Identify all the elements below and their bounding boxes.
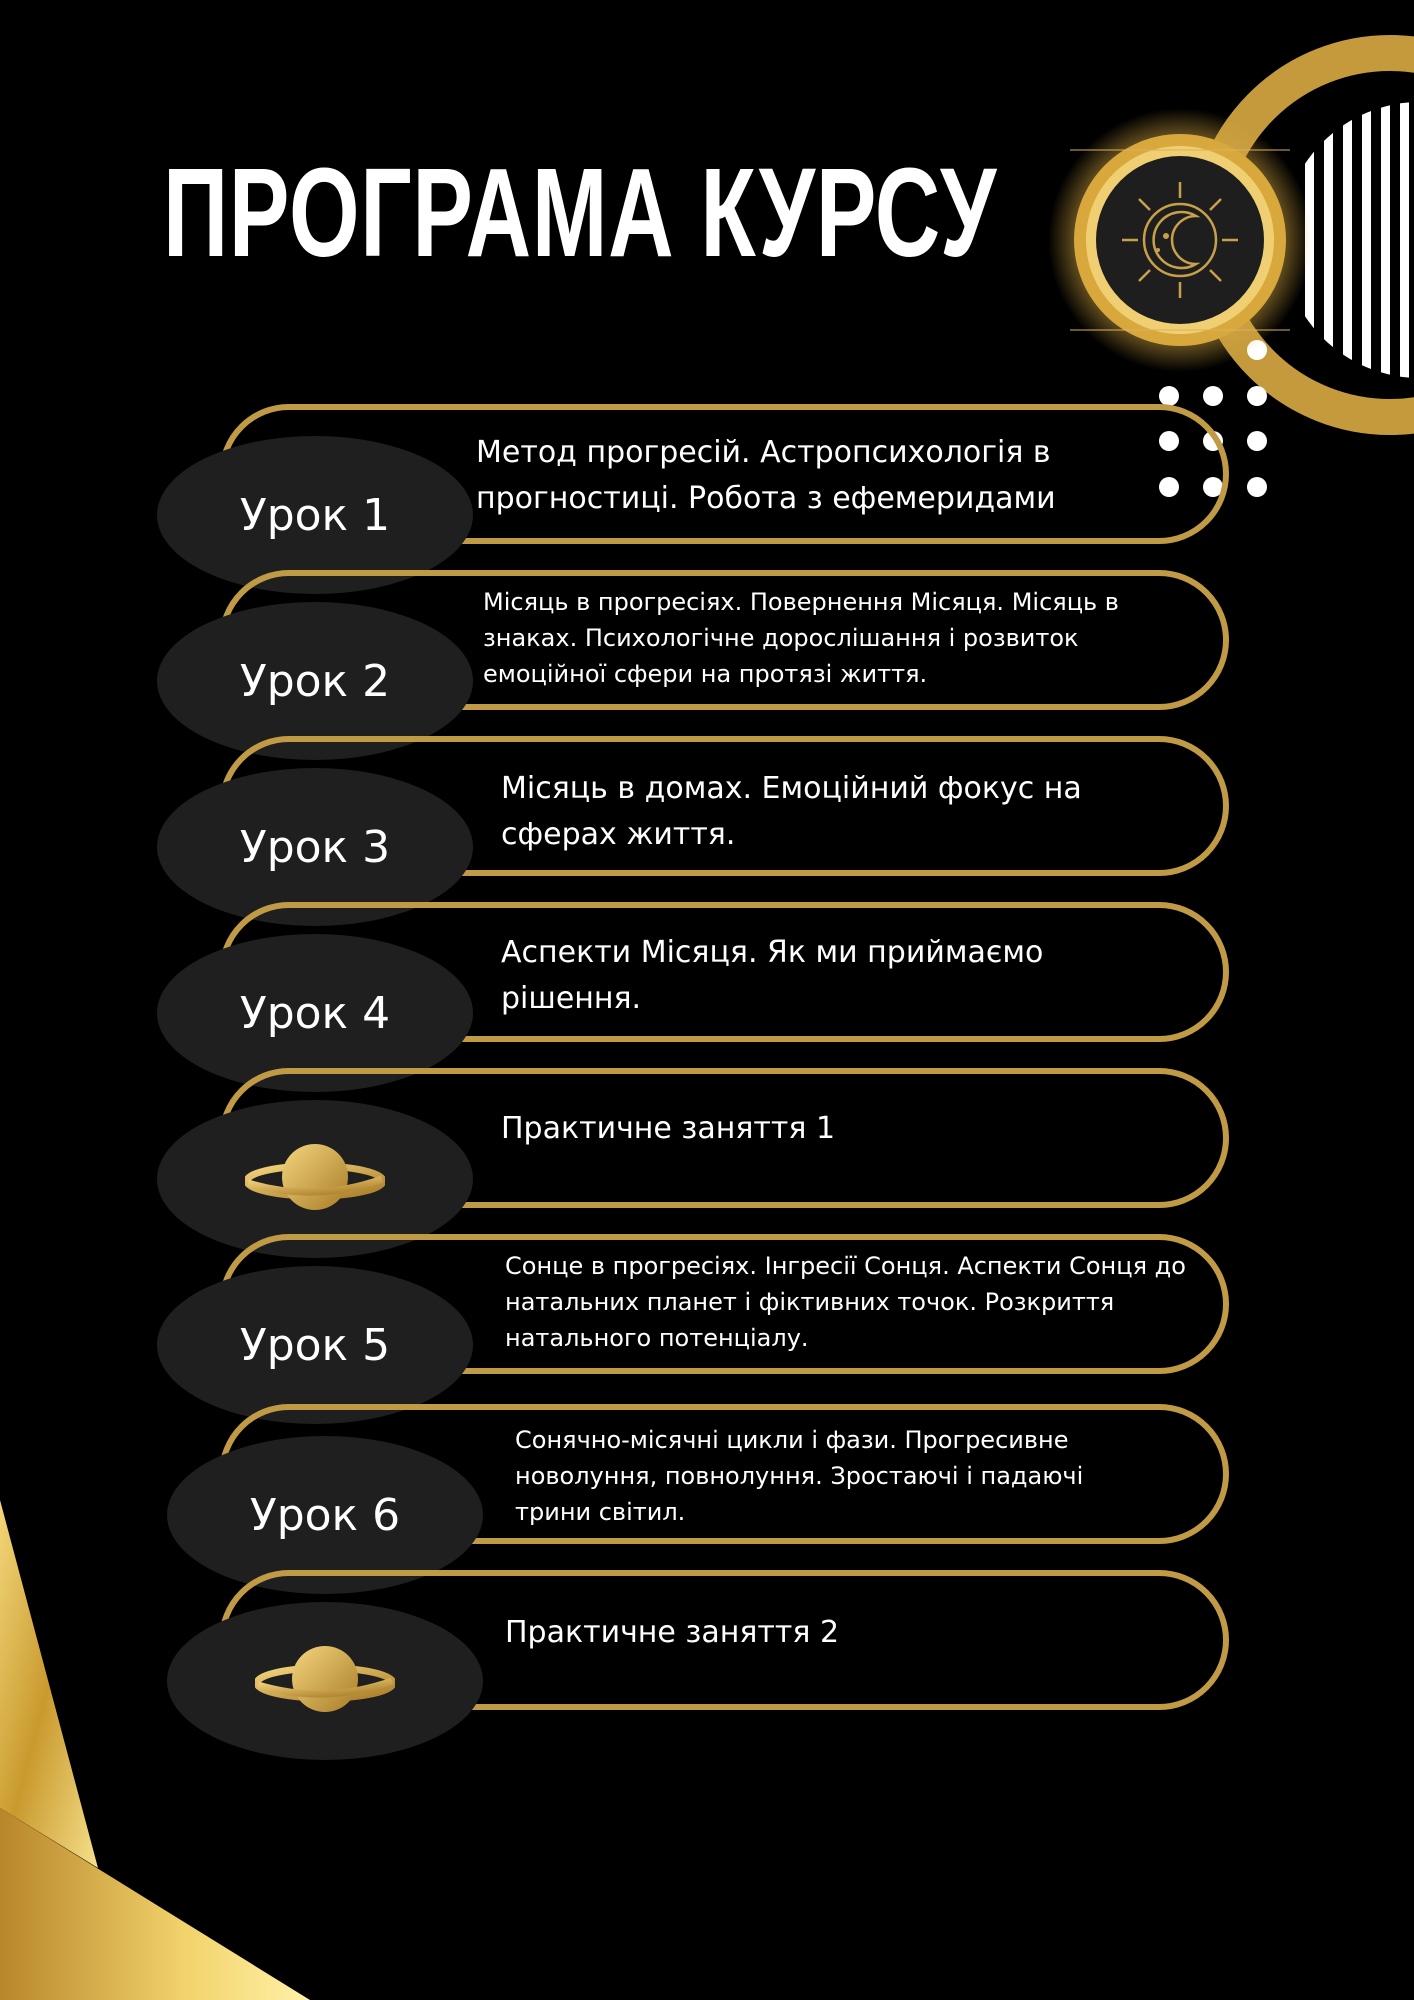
lesson-label: Урок 3 (239, 821, 391, 873)
lesson-label: Урок 4 (239, 987, 391, 1039)
lesson-description: Сонце в прогресіях. Інгресії Сонця. Аспекти Сонця до натальних планет і фіктивних точок. Розкриття натального потенціалу. (505, 1252, 1186, 1352)
lesson-row (167, 1570, 1229, 1710)
lesson-row (157, 736, 1229, 876)
lesson-description: Сонячно-місячні цикли і фази. Прогресивне новолуння, повнолуння. Зростаючі і падаючі трини світил. (515, 1426, 1084, 1526)
planet-icon (245, 1139, 385, 1219)
lesson-row (157, 570, 1229, 710)
lesson-badge (167, 1602, 483, 1760)
lesson-description: Аспекти Місяця. Як ми приймаємо рішення. (501, 935, 1044, 1016)
lesson-row (167, 1404, 1229, 1544)
lesson-row (157, 404, 1229, 544)
lesson-description: Практичне заняття 1 (501, 1111, 836, 1146)
planet-icon (255, 1641, 395, 1721)
lesson-description: Місяць в прогресіях. Повернення Місяця. Місяць в знаках. Психологічне дорослішання і розвиток емоційної сфери на протязі життя. (483, 588, 1119, 688)
lesson-label: Урок 6 (249, 1489, 401, 1541)
lesson-description: Метод прогресій. Астропсихологія в прогностиці. Робота з ефемеридами (476, 435, 1056, 516)
lesson-row (157, 1068, 1229, 1208)
lesson-label: Урок 2 (239, 655, 391, 707)
lesson-label: Урок 5 (239, 1319, 391, 1371)
lesson-description: Практичне заняття 2 (505, 1615, 840, 1650)
lesson-row (157, 1234, 1229, 1374)
lesson-row (157, 902, 1229, 1042)
lesson-badge (157, 1266, 473, 1424)
lesson-description: Місяць в домах. Емоційний фокус на сферах життя. (501, 771, 1082, 852)
lesson-label: Урок 1 (239, 489, 391, 541)
page-title: ПРОГРАМА КУРСУ (163, 142, 998, 283)
